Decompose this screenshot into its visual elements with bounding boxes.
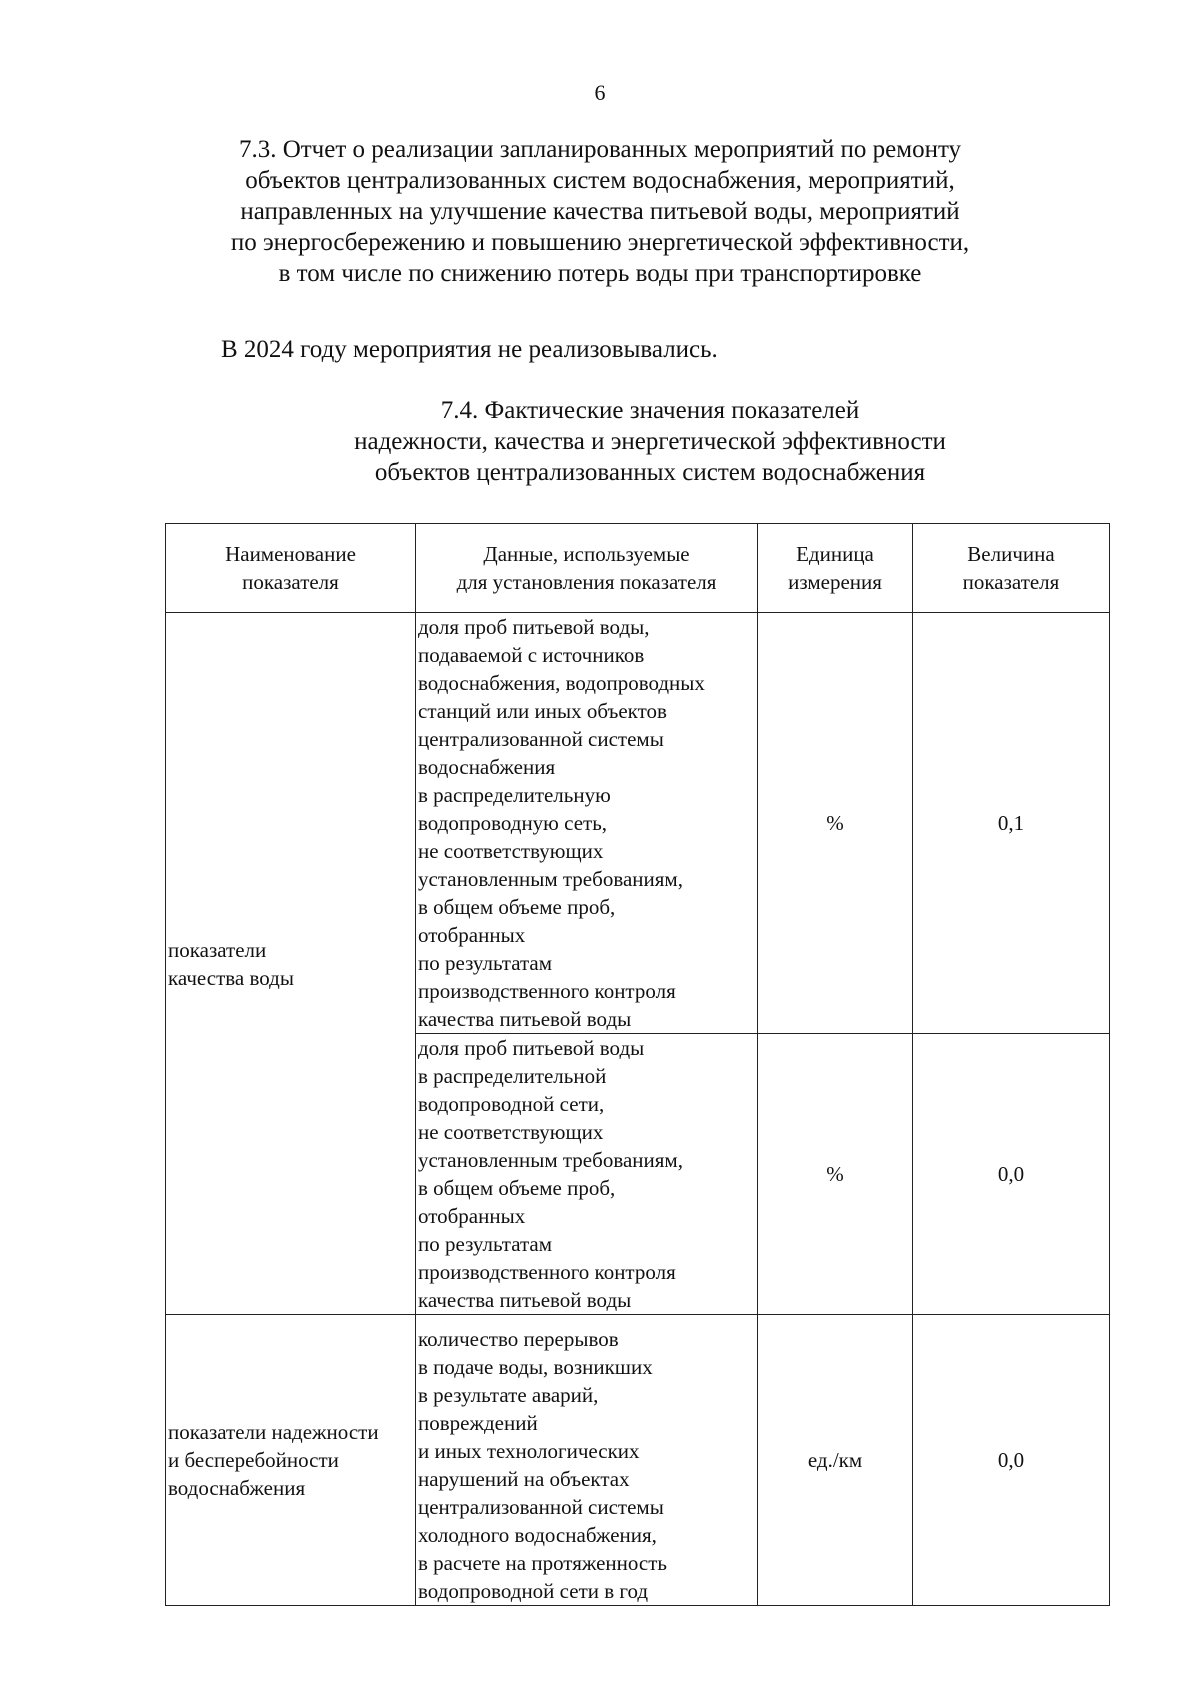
unit-cell: ед./км xyxy=(758,1315,913,1606)
indicator-name-cell xyxy=(166,613,416,1315)
heading-line: направленных на улучшение качества питьевой воды, мероприятий xyxy=(240,198,960,225)
heading-line: объектов централизованных систем водоснабжения, мероприятий, xyxy=(245,167,955,194)
section-7-3-heading xyxy=(150,134,1050,289)
indicator-name-cell xyxy=(166,1315,416,1606)
data-line: повреждений xyxy=(418,1411,538,1435)
data-line: централизованной системы xyxy=(418,727,664,751)
data-line: по результатам xyxy=(418,1232,553,1256)
heading-line: объектов централизованных систем водоснабжения xyxy=(374,459,926,486)
indicator-name-line: качества воды xyxy=(168,965,294,990)
heading-line: 7.4. Фактические значения показателей xyxy=(440,397,860,424)
value-cell: 0,1 xyxy=(913,613,1110,1034)
data-line: водопроводную сеть, xyxy=(418,811,608,835)
data-line: и иных технологических xyxy=(418,1439,640,1463)
header-line: Единица xyxy=(796,542,874,566)
indicator-name-line: и бесперебойности xyxy=(168,1448,339,1472)
data-line: качества питьевой воды xyxy=(418,1288,632,1312)
header-line: Данные, используемые xyxy=(483,542,690,566)
data-line: станций или иных объектов xyxy=(418,699,667,723)
header-line: Величина xyxy=(967,542,1055,566)
data-description-cell xyxy=(416,1315,758,1606)
data-line: в подаче воды, возникших xyxy=(418,1355,653,1379)
unit-cell: % xyxy=(758,1034,913,1315)
table-row xyxy=(166,613,1110,1034)
data-line: в распределительной xyxy=(418,1064,607,1088)
header-line: Наименование xyxy=(225,542,356,566)
data-line: доля проб питьевой воды, xyxy=(418,615,650,639)
header-unit xyxy=(758,524,913,613)
header-value xyxy=(913,524,1110,613)
heading-line: в том числе по снижению потерь воды при транспортировке xyxy=(278,260,922,287)
heading-line: надежности, качества и энергетической эффективности xyxy=(354,428,946,455)
value-cell: 0,0 xyxy=(913,1315,1110,1606)
page-number: 6 xyxy=(594,80,606,105)
data-line: не соответствующих xyxy=(418,839,604,863)
data-line: водопроводной сети, xyxy=(418,1092,605,1116)
data-line: не соответствующих xyxy=(418,1120,604,1144)
data-line: качества питьевой воды xyxy=(418,1007,632,1031)
header-name xyxy=(166,524,416,613)
data-line: установленным требованиям, xyxy=(418,867,683,891)
data-line: подаваемой с источников xyxy=(418,643,645,667)
table-row xyxy=(166,1315,1110,1606)
data-line: в результате аварий, xyxy=(418,1383,599,1407)
data-line: централизованной системы xyxy=(418,1495,664,1519)
data-line: в общем объеме проб, xyxy=(418,1176,616,1200)
data-line: отобранных xyxy=(418,1204,526,1228)
indicator-name-line: показатели xyxy=(168,937,267,962)
table-header-row xyxy=(166,524,1110,613)
heading-line: по энергосбережению и повышению энергетической эффективности, xyxy=(230,229,970,256)
data-line: в общем объеме проб, xyxy=(418,895,616,919)
header-line: показателя xyxy=(962,570,1060,594)
data-line: водоснабжения, водопроводных xyxy=(418,671,705,695)
data-line: водопроводной сети в год xyxy=(418,1579,649,1603)
indicator-name-line: показатели надежности xyxy=(168,1420,379,1444)
header-line: показателя xyxy=(242,570,339,594)
section-7-3-paragraph: В 2024 году мероприятия не реализовывались. xyxy=(221,336,718,363)
data-line: установленным требованиям, xyxy=(418,1148,683,1172)
unit-cell: % xyxy=(758,613,913,1034)
data-line: нарушений на объектах xyxy=(418,1467,630,1491)
data-line: количество перерывов xyxy=(418,1327,619,1351)
section-7-4-heading xyxy=(250,395,1050,488)
data-line: производственного контроля xyxy=(418,979,676,1003)
data-line: в распределительную xyxy=(418,783,611,807)
data-line: по результатам xyxy=(418,951,553,975)
data-line: в расчете на протяженность xyxy=(418,1551,667,1575)
header-line: измерения xyxy=(788,570,882,594)
header-data xyxy=(416,524,758,613)
header-line: для установления показателя xyxy=(456,570,717,594)
data-description-cell xyxy=(416,1034,758,1315)
data-line: производственного контроля xyxy=(418,1260,676,1284)
data-description-cell xyxy=(416,613,758,1034)
data-line: доля проб питьевой воды xyxy=(418,1036,645,1060)
value-cell: 0,0 xyxy=(913,1034,1110,1315)
data-line: отобранных xyxy=(418,923,526,947)
indicators-table xyxy=(165,523,1110,1606)
heading-line: 7.3. Отчет о реализации запланированных мероприятий по ремонту xyxy=(238,136,962,163)
indicator-name-line: водоснабжения xyxy=(168,1476,306,1500)
data-line: холодного водоснабжения, xyxy=(418,1523,657,1547)
data-line: водоснабжения xyxy=(418,755,556,779)
